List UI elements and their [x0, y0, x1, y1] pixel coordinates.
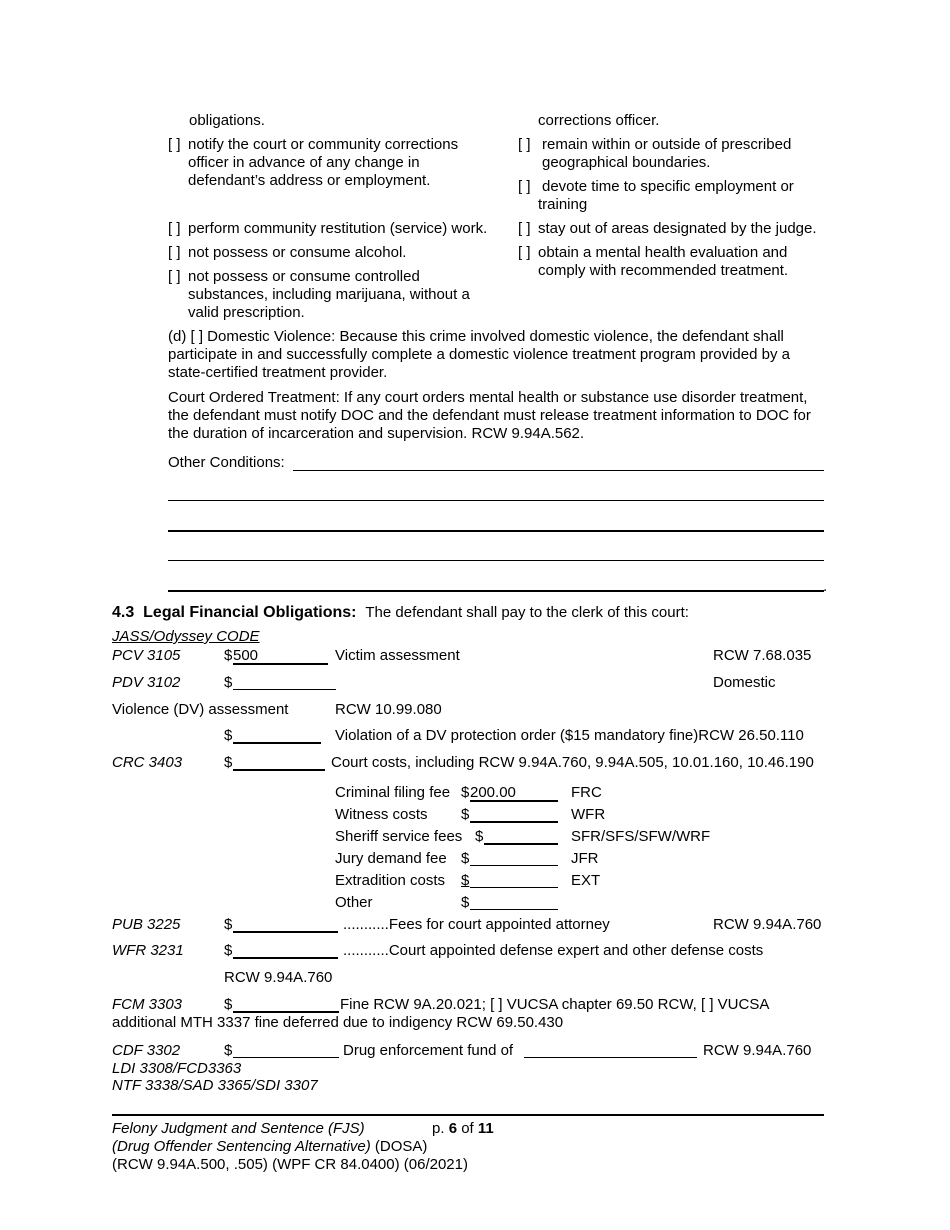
condition-geographic-boundaries: [ ] remain within or outside of prescribed geographical boundaries. [518, 136, 792, 171]
right-top-text: corrections officer. [538, 112, 660, 129]
pcv-rcw: RCW 7.68.035 [713, 647, 812, 664]
checkbox[interactable]: [ ] [168, 244, 181, 261]
fee-label: Extradition costs [335, 872, 446, 889]
checkbox[interactable]: [ ] [518, 244, 531, 261]
ntf-codes: NTF 3338/SAD 3365/SDI 3307 [112, 1077, 318, 1094]
crc-dollar: $ [224, 754, 233, 771]
other-fee-field[interactable] [470, 909, 558, 910]
condition-stay-out-areas: [ ] stay out of areas designated by the judge. [518, 220, 817, 237]
checkbox[interactable]: [ ] [518, 178, 531, 195]
pdv-dollar: $ [224, 674, 233, 691]
checkbox[interactable]: [ ] [168, 136, 181, 153]
dv-assessment-rcw: RCW 10.99.080 [335, 701, 442, 718]
pdv-amount-field[interactable] [233, 689, 336, 690]
page-number: p. 6 of 11 [432, 1120, 494, 1137]
fee-code: WFR [571, 806, 606, 823]
fee-label: Criminal filing fee [335, 784, 451, 801]
pub-code: PUB 3225 [112, 916, 181, 933]
condition-no-alcohol: [ ] not possess or consume alcohol. [168, 244, 407, 261]
sheriff-service-fees-field[interactable] [484, 843, 558, 845]
criminal-filing-fee-field[interactable]: 200.00 [470, 784, 558, 802]
checkbox[interactable]: [ ] [518, 220, 531, 237]
code-column-header: JASS/Odyssey CODE [112, 628, 260, 645]
fcm-code: FCM 3303 [112, 996, 183, 1013]
pcv-dollar: $ [224, 647, 233, 664]
cdf-code: CDF 3302 [112, 1042, 181, 1059]
crc-code: CRC 3403 [112, 754, 183, 771]
crc-description: Court costs, including RCW 9.94A.760, 9.94A.505, 10.01.160, 10.46.190 [331, 754, 814, 771]
footer-citation: (RCW 9.94A.500, .505) (WPF CR 84.0400) (06/2021) [112, 1156, 468, 1173]
drug-fund-name-field[interactable] [524, 1057, 697, 1058]
pdv-domestic: Domestic [713, 674, 776, 691]
fee-label: Witness costs [335, 806, 428, 823]
fee-label: Sheriff service fees [335, 828, 463, 845]
pub-amount-field[interactable] [233, 931, 338, 933]
wfr-rcw: RCW 9.94A.760 [224, 969, 333, 986]
fcm-dollar: $ [224, 996, 233, 1013]
violation-amount-field[interactable] [233, 742, 321, 744]
condition-no-controlled-substances: [ ] not possess or consume controlled substances, including marijuana, without a valid prescription. [168, 268, 470, 321]
fee-code: JFR [571, 850, 599, 867]
fee-code: FRC [571, 784, 602, 801]
fcm-amount-field[interactable] [233, 1011, 339, 1013]
condition-community-restitution: [ ] perform community restitution (service) work. [168, 220, 488, 237]
lfo-heading: 4.3 Legal Financial Obligations: The defendant shall pay to the clerk of this court: [112, 604, 689, 621]
other-conditions-line[interactable] [168, 530, 824, 532]
dv-assessment-label: Violence (DV) assessment [112, 701, 289, 718]
violation-description: Violation of a DV protection order ($15 mandatory fine)RCW 26.50.110 [335, 727, 804, 744]
other-conditions-field[interactable] [293, 470, 824, 471]
extradition-costs-field[interactable] [470, 887, 558, 888]
cdf-description: Drug enforcement fund of [343, 1042, 514, 1059]
condition-notify-address: [ ] notify the court or community corrections officer in advance of any change in defendant’s address or employment. [168, 136, 459, 189]
footer-rule [112, 1114, 824, 1116]
footer-subtitle: (Drug Offender Sentencing Alternative) (DOSA) [112, 1138, 428, 1155]
cdf-rcw: RCW 9.94A.760 [703, 1042, 812, 1059]
wfr-amount-field[interactable] [233, 957, 338, 959]
pcv-amount-field[interactable]: 500 [233, 647, 328, 665]
fcm-deferred-note: additional MTH 3337 fine deferred due to indigency RCW 69.50.430 [112, 1014, 564, 1031]
violation-dollar: $ [224, 727, 233, 744]
end-period: . [823, 578, 828, 595]
fee-code: SFR/SFS/SFW/WRF [571, 828, 711, 845]
wfr-code: WFR 3231 [112, 942, 184, 959]
pub-description: ...........Fees for court appointed attorney [343, 916, 610, 933]
other-conditions-label: Other Conditions: [168, 454, 285, 471]
crc-amount-field[interactable] [233, 769, 325, 771]
other-conditions-line[interactable] [168, 500, 824, 501]
cdf-amount-field[interactable] [233, 1057, 339, 1058]
other-conditions-line[interactable] [168, 590, 824, 592]
jury-demand-fee-field[interactable] [470, 865, 558, 866]
checkbox[interactable]: [ ] [168, 220, 181, 237]
condition-employment-training: [ ] devote time to specific employment or training [518, 178, 794, 213]
fee-label: Jury demand fee [335, 850, 447, 867]
fcm-description: Fine RCW 9A.20.021; [ ] VUCSA chapter 69.50 RCW, [ ] VUCSA [340, 996, 770, 1013]
other-conditions-line[interactable] [168, 560, 824, 561]
wfr-dollar: $ [224, 942, 233, 959]
pdv-code: PDV 3102 [112, 674, 181, 691]
ldi-codes: LDI 3308/FCD3363 [112, 1060, 242, 1077]
witness-costs-field[interactable] [470, 821, 558, 823]
pub-dollar: $ [224, 916, 233, 933]
pcv-code: PCV 3105 [112, 647, 181, 664]
checkbox[interactable]: [ ] [518, 136, 531, 153]
cdf-dollar: $ [224, 1042, 233, 1059]
fee-code: EXT [571, 872, 601, 889]
wfr-description: ...........Court appointed defense expert and other defense costs [343, 942, 764, 959]
pcv-description: Victim assessment [335, 647, 460, 664]
checkbox[interactable]: [ ] [168, 268, 181, 285]
condition-mental-health: [ ] obtain a mental health evaluation and comply with recommended treatment. [518, 244, 789, 279]
fee-label: Other [335, 894, 373, 911]
footer-title: Felony Judgment and Sentence (FJS) [112, 1120, 365, 1137]
pub-rcw: RCW 9.94A.760 [713, 916, 822, 933]
left-top-text: obligations. [189, 112, 265, 129]
